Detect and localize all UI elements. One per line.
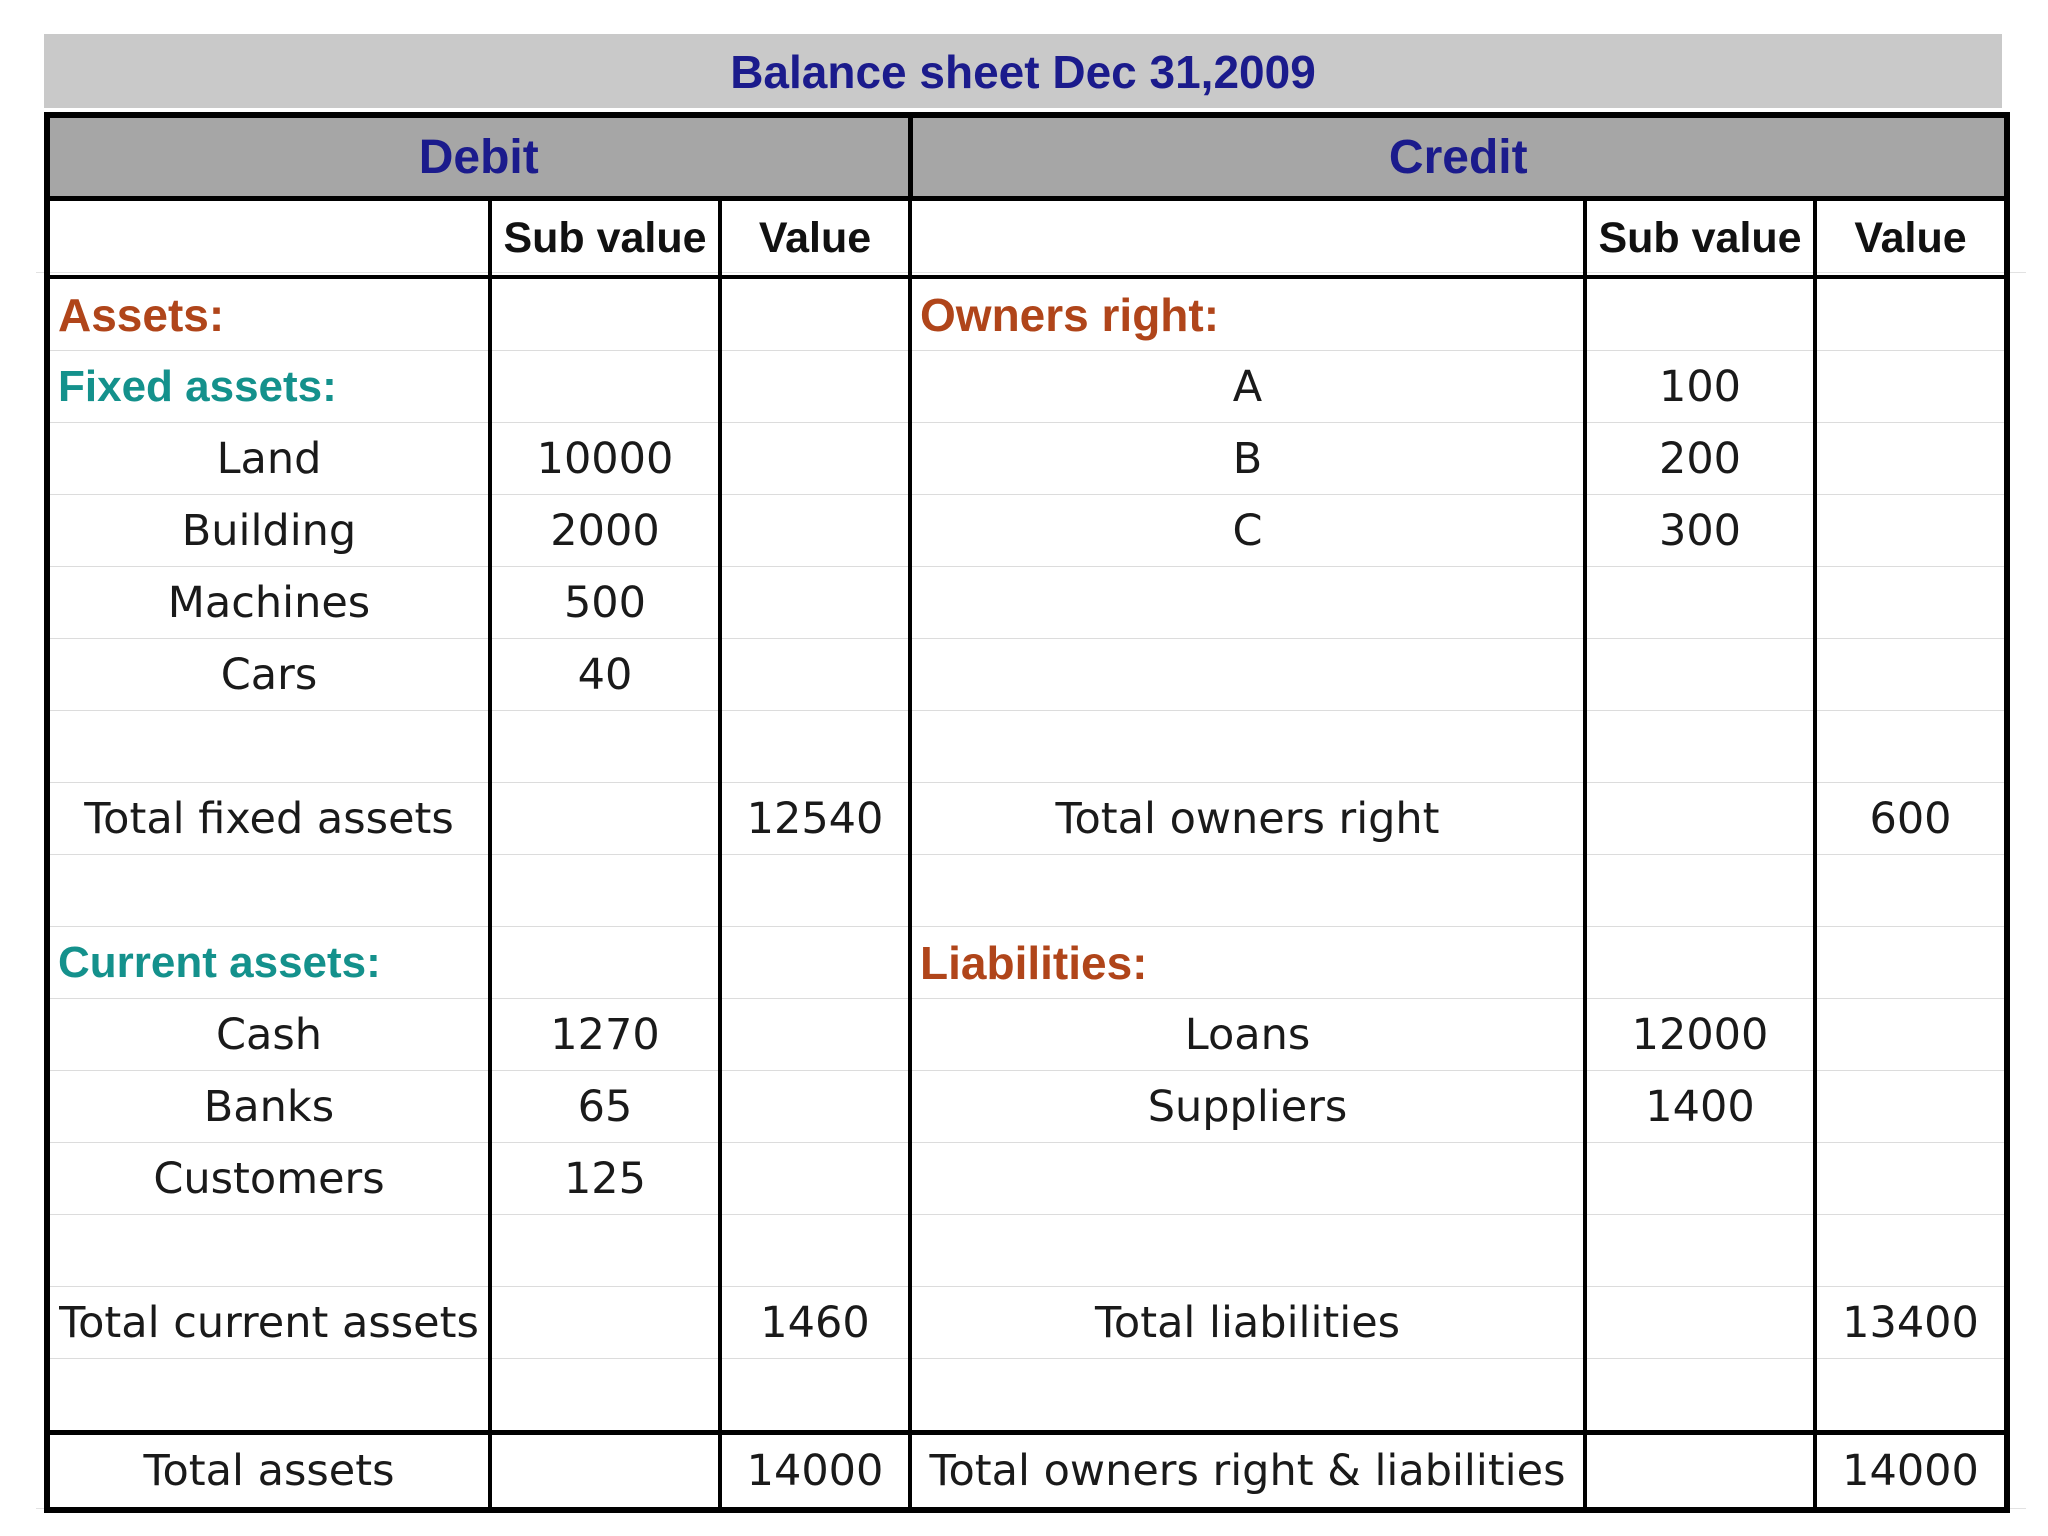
fixed-asset-sub-value: 500 <box>490 567 720 639</box>
empty-cell <box>490 1215 720 1287</box>
empty-cell <box>1815 1215 2007 1287</box>
balance-sheet-table <box>44 112 2010 1513</box>
credit-value-header: Value <box>1815 199 2007 278</box>
owner-name: B <box>910 423 1585 495</box>
fixed-assets-label: Fixed assets: <box>47 351 490 423</box>
current-asset-sub-value: 1270 <box>490 999 720 1071</box>
table-row <box>47 1287 2007 1359</box>
table-row <box>47 277 2007 351</box>
empty-cell <box>1815 423 2007 495</box>
liability-sub-value: 12000 <box>1585 999 1815 1071</box>
current-asset-name: Cash <box>47 999 490 1071</box>
fixed-asset-sub-value: 40 <box>490 639 720 711</box>
empty-cell <box>1585 1215 1815 1287</box>
empty-cell <box>1815 1359 2007 1433</box>
empty-cell <box>910 1143 1585 1215</box>
current-asset-name: Customers <box>47 1143 490 1215</box>
empty-cell <box>490 1433 720 1511</box>
empty-cell <box>720 351 910 423</box>
empty-cell <box>490 711 720 783</box>
table-row <box>47 999 2007 1071</box>
total-owners-liabilities-label: Total owners right & liabilities <box>910 1433 1585 1511</box>
empty-cell <box>490 927 720 999</box>
total-liabilities-label: Total liabilities <box>910 1287 1585 1359</box>
empty-cell <box>1585 1287 1815 1359</box>
empty-cell <box>720 567 910 639</box>
empty-cell <box>1815 1071 2007 1143</box>
empty-cell <box>910 639 1585 711</box>
empty-cell <box>720 495 910 567</box>
empty-cell <box>47 1359 490 1433</box>
empty-cell <box>1815 277 2007 351</box>
empty-cell <box>720 1215 910 1287</box>
empty-cell <box>720 1359 910 1433</box>
table-row <box>47 1359 2007 1433</box>
fixed-asset-name: Land <box>47 423 490 495</box>
liabilities-label: Liabilities: <box>910 927 1585 999</box>
current-assets-label: Current assets: <box>47 927 490 999</box>
fixed-asset-sub-value: 10000 <box>490 423 720 495</box>
fixed-asset-sub-value: 2000 <box>490 495 720 567</box>
empty-cell <box>1815 567 2007 639</box>
empty-cell <box>1585 1433 1815 1511</box>
column-header-row <box>47 199 2007 278</box>
total-fixed-assets-value: 12540 <box>720 783 910 855</box>
table-row <box>47 711 2007 783</box>
debit-name-header <box>47 199 490 278</box>
owners-right-label: Owners right: <box>910 277 1585 351</box>
empty-cell <box>1585 927 1815 999</box>
debit-header: Debit <box>47 115 910 199</box>
empty-cell <box>47 711 490 783</box>
table-row <box>47 783 2007 855</box>
empty-cell <box>1585 1359 1815 1433</box>
total-current-assets-label: Total current assets <box>47 1287 490 1359</box>
empty-cell <box>910 1215 1585 1287</box>
grand-total-row <box>47 1433 2007 1511</box>
side-header-row <box>47 115 2007 199</box>
table-row <box>47 495 2007 567</box>
liability-name: Loans <box>910 999 1585 1071</box>
empty-cell <box>490 351 720 423</box>
total-liabilities-value: 13400 <box>1815 1287 2007 1359</box>
debit-sub-value-header: Sub value <box>490 199 720 278</box>
empty-cell <box>1815 351 2007 423</box>
debit-value-header: Value <box>720 199 910 278</box>
table-row <box>47 855 2007 927</box>
owner-name: A <box>910 351 1585 423</box>
empty-cell <box>1815 1143 2007 1215</box>
empty-cell <box>47 855 490 927</box>
empty-cell <box>490 855 720 927</box>
empty-cell <box>1585 1143 1815 1215</box>
total-owners-right-value: 600 <box>1815 783 2007 855</box>
total-assets-value: 14000 <box>720 1433 910 1511</box>
table-row <box>47 567 2007 639</box>
empty-cell <box>490 277 720 351</box>
total-current-assets-value: 1460 <box>720 1287 910 1359</box>
empty-cell <box>720 711 910 783</box>
credit-header: Credit <box>910 115 2007 199</box>
empty-cell <box>47 1215 490 1287</box>
empty-cell <box>910 567 1585 639</box>
empty-cell <box>720 1143 910 1215</box>
empty-cell <box>1815 639 2007 711</box>
liability-name: Suppliers <box>910 1071 1585 1143</box>
empty-cell <box>490 783 720 855</box>
liability-sub-value: 1400 <box>1585 1071 1815 1143</box>
empty-cell <box>910 1359 1585 1433</box>
table-row <box>47 639 2007 711</box>
empty-cell <box>720 277 910 351</box>
empty-cell <box>910 711 1585 783</box>
total-owners-liabilities-value: 14000 <box>1815 1433 2007 1511</box>
empty-cell <box>1815 855 2007 927</box>
current-asset-name: Banks <box>47 1071 490 1143</box>
empty-cell <box>910 855 1585 927</box>
total-fixed-assets-label: Total fixed assets <box>47 783 490 855</box>
empty-cell <box>1585 639 1815 711</box>
current-asset-sub-value: 65 <box>490 1071 720 1143</box>
fixed-asset-name: Building <box>47 495 490 567</box>
empty-cell <box>1585 277 1815 351</box>
total-assets-label: Total assets <box>47 1433 490 1511</box>
total-owners-right-label: Total owners right <box>910 783 1585 855</box>
sheet-title: Balance sheet Dec 31,2009 <box>44 34 2002 108</box>
table-row <box>47 927 2007 999</box>
empty-cell <box>1815 495 2007 567</box>
fixed-asset-name: Machines <box>47 567 490 639</box>
current-asset-sub-value: 125 <box>490 1143 720 1215</box>
empty-cell <box>1815 927 2007 999</box>
empty-cell <box>1585 855 1815 927</box>
empty-cell <box>720 423 910 495</box>
table-row <box>47 1143 2007 1215</box>
empty-cell <box>1585 711 1815 783</box>
owner-sub-value: 100 <box>1585 351 1815 423</box>
empty-cell <box>1815 999 2007 1071</box>
fixed-asset-name: Cars <box>47 639 490 711</box>
owner-sub-value: 300 <box>1585 495 1815 567</box>
assets-label: Assets: <box>47 277 490 351</box>
empty-cell <box>720 639 910 711</box>
empty-cell <box>720 1071 910 1143</box>
table-row <box>47 1215 2007 1287</box>
empty-cell <box>720 999 910 1071</box>
owner-sub-value: 200 <box>1585 423 1815 495</box>
table-row <box>47 1071 2007 1143</box>
empty-cell <box>490 1359 720 1433</box>
credit-name-header <box>910 199 1585 278</box>
empty-cell <box>720 927 910 999</box>
empty-cell <box>720 855 910 927</box>
owner-name: C <box>910 495 1585 567</box>
table-row <box>47 351 2007 423</box>
table-row <box>47 423 2007 495</box>
empty-cell <box>1585 567 1815 639</box>
empty-cell <box>1815 711 2007 783</box>
empty-cell <box>1585 783 1815 855</box>
credit-sub-value-header: Sub value <box>1585 199 1815 278</box>
empty-cell <box>490 1287 720 1359</box>
